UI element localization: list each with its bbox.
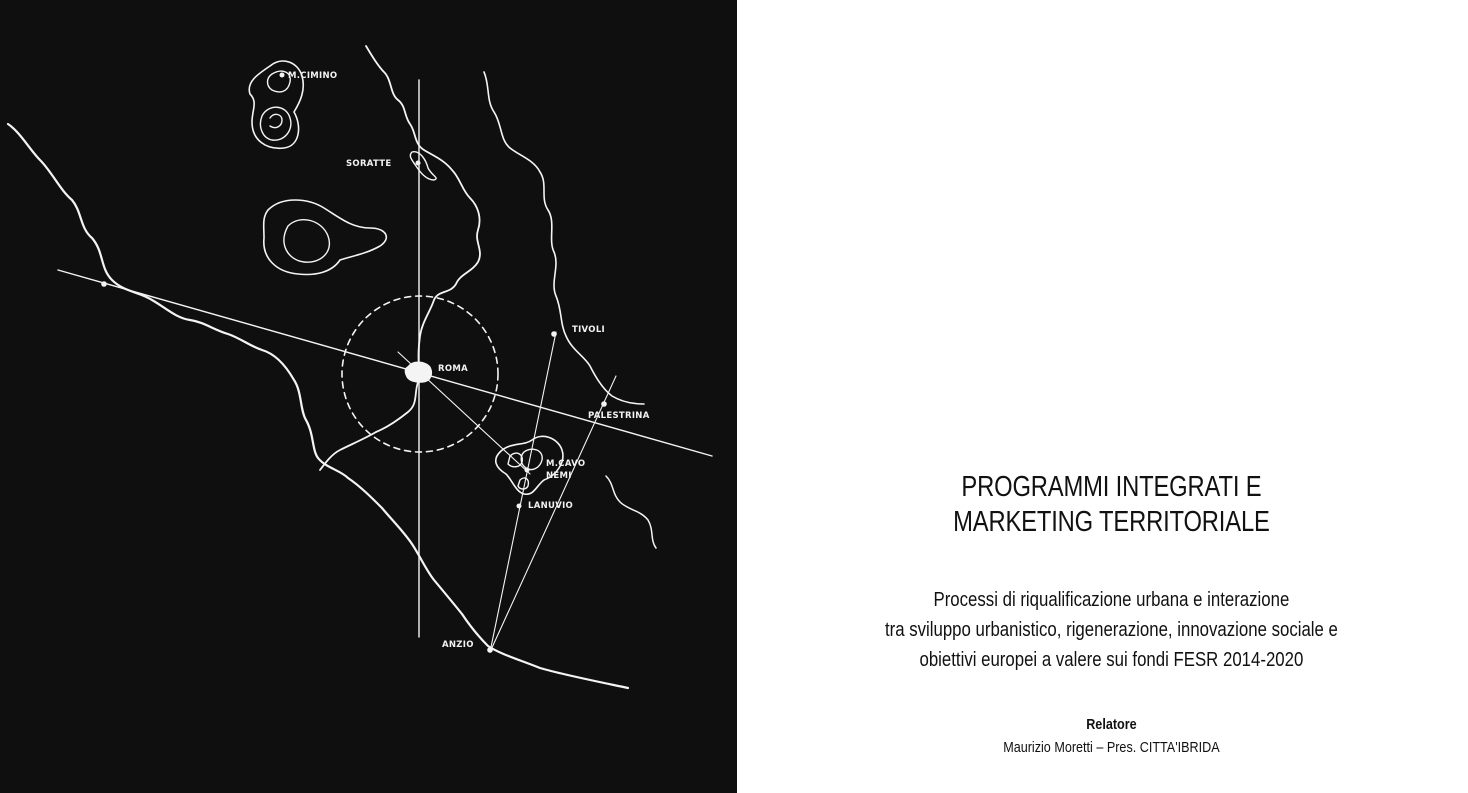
label-cavo: M.CAVO — [546, 459, 586, 469]
subtitle-line-1: Processi di riqualificazione urbana e interazione — [933, 589, 1290, 611]
eastern-river — [484, 72, 644, 404]
soratte-dot — [416, 161, 421, 166]
nemi-lake — [518, 478, 528, 489]
document-subtitle — [797, 585, 1426, 675]
tivoli-dot — [551, 331, 557, 337]
bracciano-outer — [264, 200, 387, 274]
cover-text-panel — [737, 0, 1468, 793]
palestrina-dot — [601, 401, 607, 407]
vico-lake — [260, 107, 290, 140]
label-soratte: SORATTE — [346, 159, 392, 169]
label-nemi: NEMI — [546, 471, 572, 481]
title-line-1: PROGRAMMI INTEGRATI E — [961, 471, 1262, 503]
bracciano-inner — [284, 220, 329, 263]
speaker-name: Maurizio Moretti – Pres. CITTA'IBRIDA — [1003, 739, 1220, 756]
roma-city-mark — [405, 362, 432, 383]
subtitle-line-2: tra sviluppo urbanistico, rigenerazione, innovazione sociale e — [884, 619, 1338, 641]
cimino-dot — [280, 73, 285, 78]
document-title — [804, 470, 1418, 540]
coast-dot — [101, 281, 107, 287]
label-palestrina: PALESTRINA — [588, 411, 650, 421]
soratte-mount — [410, 152, 436, 180]
anzio-tivoli-axis — [490, 332, 556, 652]
speaker-role: Relatore — [1086, 716, 1137, 733]
lanuvio-dot — [517, 504, 522, 509]
cimino-crater-inner — [268, 71, 291, 92]
anzio-dot — [487, 647, 493, 653]
label-tivoli: TIVOLI — [572, 325, 605, 335]
label-lanuvio: LANUVIO — [528, 501, 574, 511]
label-cimino: M.CIMINO — [288, 71, 338, 81]
title-line-2: MARKETING TERRITORIALE — [953, 506, 1270, 538]
label-anzio: ANZIO — [442, 640, 474, 650]
label-roma: ROMA — [438, 364, 469, 374]
tiber-river — [366, 46, 480, 372]
tiber-lower — [320, 382, 418, 470]
subtitle-line-3: obiettivi europei a valere sui fondi FESR 2014-2020 — [919, 649, 1304, 671]
southern-river — [606, 476, 656, 548]
cavo-dot — [525, 468, 530, 473]
